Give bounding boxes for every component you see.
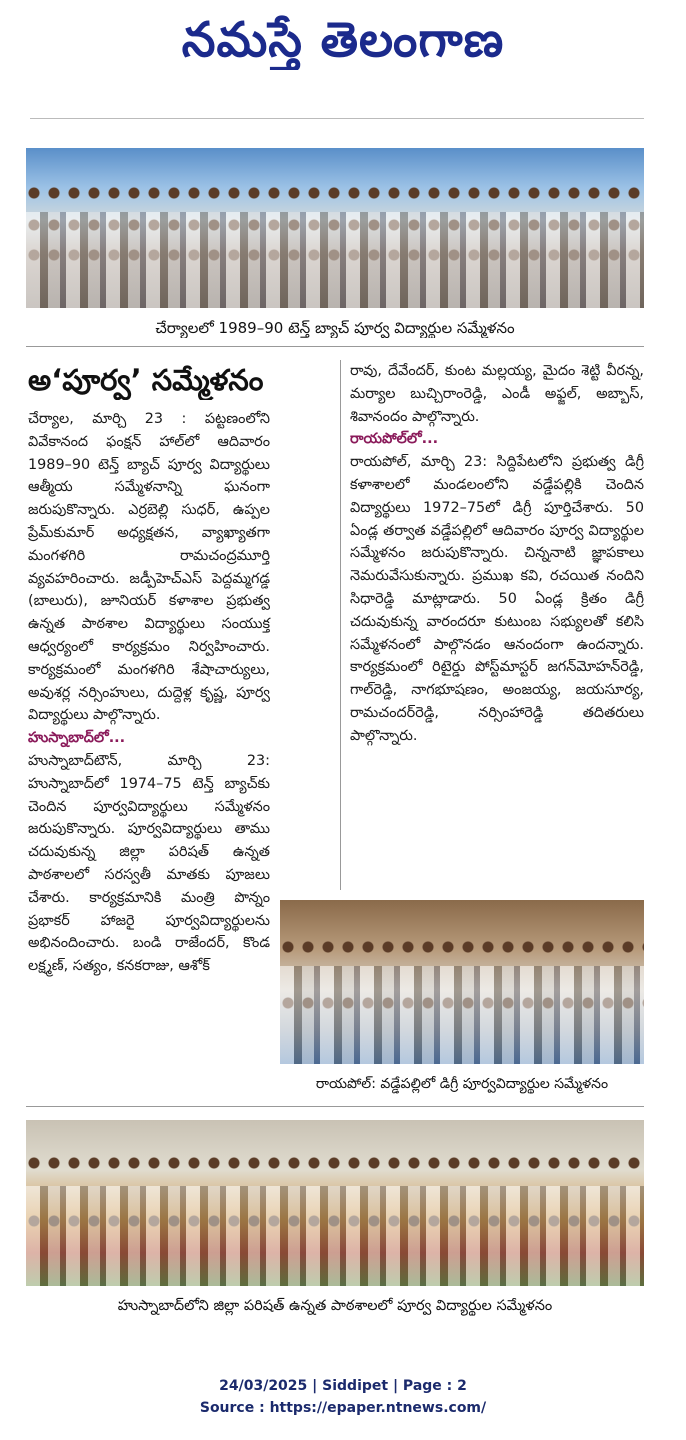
photo-heads-row xyxy=(26,186,644,200)
top-group-photo xyxy=(26,148,644,308)
article-headline: అ‘పూర్వ’ సమ్మేళనం xyxy=(28,363,264,397)
article-paragraph-husnabad: హుస్నాబాద్‌టౌన్, మార్చి 23: హుస్నాబాద్‌లో 1974–75 టెన్త్ బ్యాచ్‌కు చెందిన పూర్వవిద్యార్థులు సమ్మేళనం జరుపుకొన్నారు. పూర్వవిద్యార్థులు తాము చదువుకున్న జిల్లా పరిషత్ ఉన్నత పాఠశాలలో సరస్వతీ మాతకు పూజలు చేశారు. కార్యక్రమానికి మంత్రి పొన్నం ప్రభాకర్ హాజరై పూర్వవిద్యార్థులను అభినందించారు. బండి రాజేందర్, కొండ లక్ష్మణ్, సత్యం, కనకరాజు, ఆశోక్ xyxy=(28,752,270,975)
subheading-husnabad: హుస్నాబాద్‌లో... xyxy=(28,730,126,747)
photo-heads-row xyxy=(26,1156,644,1170)
photo-crowd xyxy=(26,212,644,308)
article-paragraph-rayapol: రాయపోల్, మార్చి 23: సిద్దిపేటలోని ప్రభుత్వ డిగ్రీ కళాశాలలో మండలంలోని వడ్డేపల్లికి చెందిన విద్యార్థులు 1972–75లో డిగ్రీ పూర్తిచేశారు. 50 ఏండ్ల తర్వాత వడ్డేపల్లిలో ఆదివారం పూర్వ విద్యార్థుల సమ్మేళనం జరుపుకొన్నారు. చిన్ననాటి జ్ఞాపకాలు నెమరువేసుకున్నారు. ప్రముఖ కవి, రచయిత నందిని సిధారెడ్డి మాట్లాడారు. 50 ఏండ్ల క్రితం డిగ్రీ చదువుకున్న వారందరూ కుటుంబ సభ్యులతో కలిసి సమ్మేళనంలో పాల్గొనడం ఆనందంగా ఉందన్నారు. కార్యక్రమంలో రిటైర్డు పోస్ట్‌మాస్టర్ జగన్‌మోహన్‌రెడ్డి, గాల్‌రెడ్డి, నాగభూషణం, అంజయ్య, జయసూర్య, రామచందర్‌రెడ్డి, నర్సింహారెడ్డి తదితరులు పాల్గొన్నారు. xyxy=(350,454,644,744)
photo-crowd xyxy=(26,1186,644,1286)
footer-date-edition: 24/03/2025 | Siddipet | Page : 2 xyxy=(219,1378,467,1394)
article-paragraph-cheryal: చేర్యాల, మార్చి 23 : పట్టణంలోని వివేకానంద ఫంక్షన్ హాల్‌లో ఆదివారం 1989–90 టెన్త్ బ్యాచ్ పూర్వ విద్యార్థులు ఆత్మీయ సమ్మేళనాన్ని ఘనంగా జరుపుకొన్నారు. ఎర్రబెల్లి సుధర్, ఉప్పల ప్రేమ్‌కుమార్ అధ్యక్షతన, వ్యాఖ్యాతగా మంగళగిరి రామచంద్రమూర్తి వ్యవహరించారు. జడ్పీహెచ్ఎస్ పెద్దమ్మగడ్డ (బాలురు), జూనియర్ కళాశాల ప్రభుత్వ ఉన్నత పాఠశాల విద్యార్థులు సంయుక్త ఆధ్వర్యంలో కార్యక్రమం నిర్వహించారు. కార్యక్రమంలో మంగళగిరి శేషాచార్యులు, అవుశర్ల నర్సింహులు, దుద్దెళ్ల కృష్ణ, పూర్వ విద్యార్థులు పాల్గొన్నారు. xyxy=(28,411,270,724)
rayapol-group-photo xyxy=(280,900,644,1064)
middle-photo-caption: రాయపోల్: వడ్డేపల్లిలో డిగ్రీ పూర్వవిద్యార్థుల సమ్మేళనం xyxy=(315,1076,609,1092)
top-photo-caption: చేర్యాలలో 1989–90 టెన్త్ బ్యాచ్ పూర్వ విద్యార్థుల సమ్మేళనం xyxy=(155,319,515,337)
newspaper-masthead: నమస్తే తెలంగాణ xyxy=(181,12,505,68)
subheading-rayapol: రాయపోల్‌లో... xyxy=(350,431,439,448)
photo-heads-row xyxy=(280,940,644,954)
column-divider xyxy=(340,360,341,890)
section-divider xyxy=(26,1106,644,1107)
article-paragraph-continued: రావు, దేవేందర్, కుంట మల్లయ్య, మైదం శెట్టి వీరన్న, మర్యాల బుచ్చిరాంరెడ్డి, ఎండీ అఫ్జల్, అబ్బాస్, శివానందం పాల్గొన్నారు. xyxy=(350,363,644,425)
husnabad-group-photo xyxy=(26,1120,644,1286)
masthead-rule xyxy=(30,118,644,119)
footer-source-link[interactable]: Source : https://epaper.ntnews.com/ xyxy=(199,1400,487,1416)
article-column-left xyxy=(28,408,270,978)
section-divider xyxy=(26,346,644,347)
bottom-photo-caption: హుస్నాబాద్‌లోని జిల్లా పరిషత్ ఉన్నత పాఠశాలలో పూర్వ విద్యార్థుల సమ్మేళనం xyxy=(117,1298,553,1314)
photo-crowd xyxy=(280,966,644,1064)
article-column-right xyxy=(350,360,644,748)
